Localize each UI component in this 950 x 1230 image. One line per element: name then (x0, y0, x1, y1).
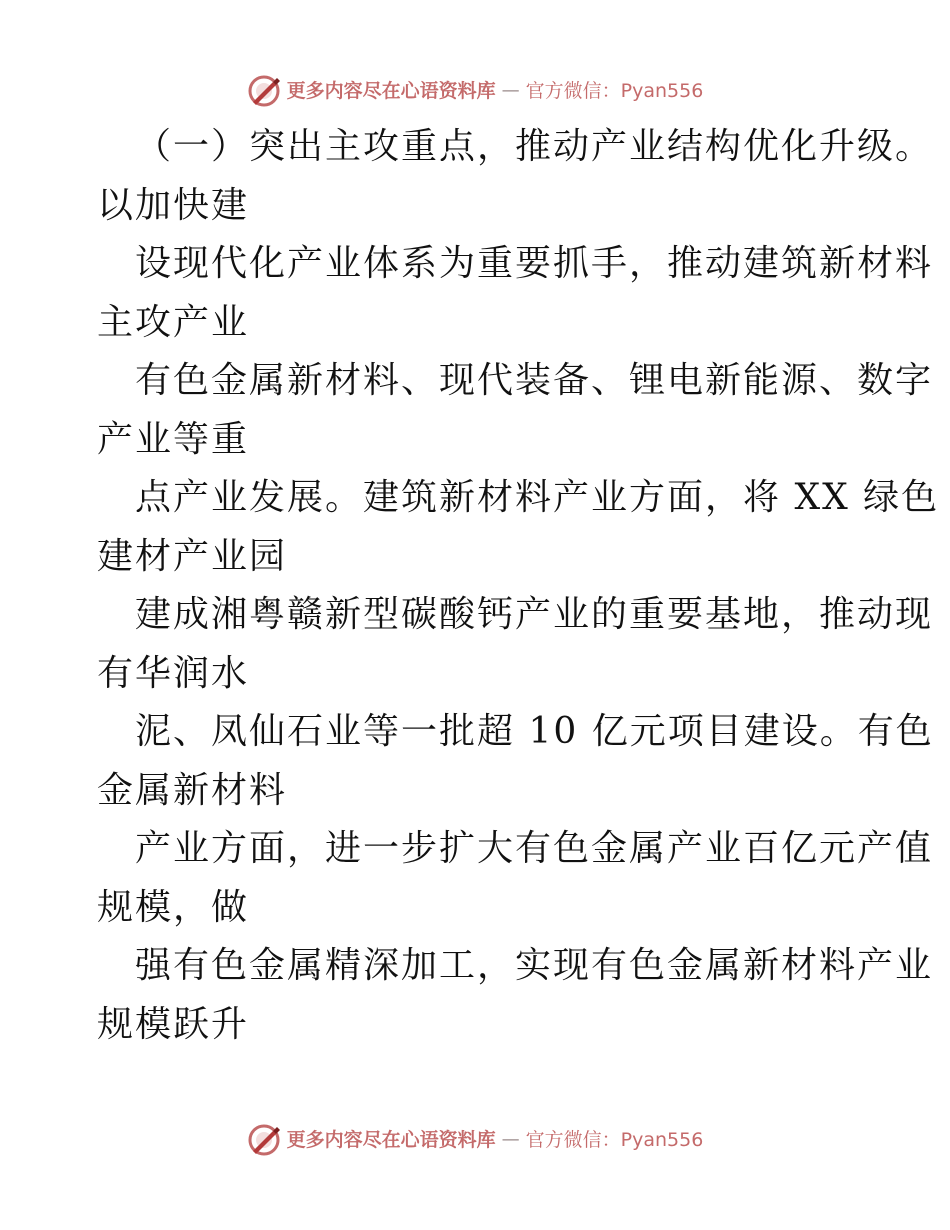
watermark-main-text: 更多内容尽在心语资料库 (286, 80, 496, 102)
body-text-line: 建材产业园 (97, 535, 288, 577)
body-text-line: 设现代化产业体系为重要抓手，推动建筑新材料 (135, 243, 934, 284)
document-body (97, 118, 940, 1054)
watermark-wechat-text: 官方微信：Pyan556 (525, 1129, 704, 1151)
body-text-line: 产业方面，进一步扩大有色金属产业百亿元产值 (135, 828, 934, 869)
watermark-separator: — (501, 1129, 520, 1150)
pen-circle-logo-icon (247, 1123, 281, 1157)
body-text-line: 金属新材料 (97, 769, 288, 811)
body-text-line: 产业等重 (97, 418, 250, 460)
body-text-line: 建成湘粤赣新型碳酸钙产业的重要基地，推动现 (135, 594, 934, 635)
body-text-line: 点产业发展。建筑新材料产业方面，将 XX 绿色 (135, 477, 940, 518)
watermark-separator: — (501, 80, 520, 101)
watermark-wechat-text: 官方微信：Pyan556 (525, 80, 704, 102)
body-text-line: 有华润水 (97, 652, 250, 694)
body-text-line: 强有色金属精深加工，实现有色金属新材料产业 (135, 945, 934, 986)
header-watermark (0, 71, 950, 111)
body-text-line: 以加快建 (97, 184, 250, 226)
body-text-line: 主攻产业 (97, 301, 250, 343)
pen-circle-logo-icon (247, 74, 281, 108)
body-text-line: 规模，做 (97, 886, 250, 928)
footer-watermark (0, 1120, 950, 1160)
body-text-line: （一）突出主攻重点，推动产业结构优化升级。 (135, 126, 934, 167)
body-text-line: 有色金属新材料、现代装备、锂电新能源、数字 (135, 360, 934, 401)
body-text-line: 规模跃升 (97, 1003, 250, 1045)
body-text-line: 泥、凤仙石业等一批超 10 亿元项目建设。有色 (135, 711, 934, 752)
watermark-main-text: 更多内容尽在心语资料库 (286, 1129, 496, 1151)
